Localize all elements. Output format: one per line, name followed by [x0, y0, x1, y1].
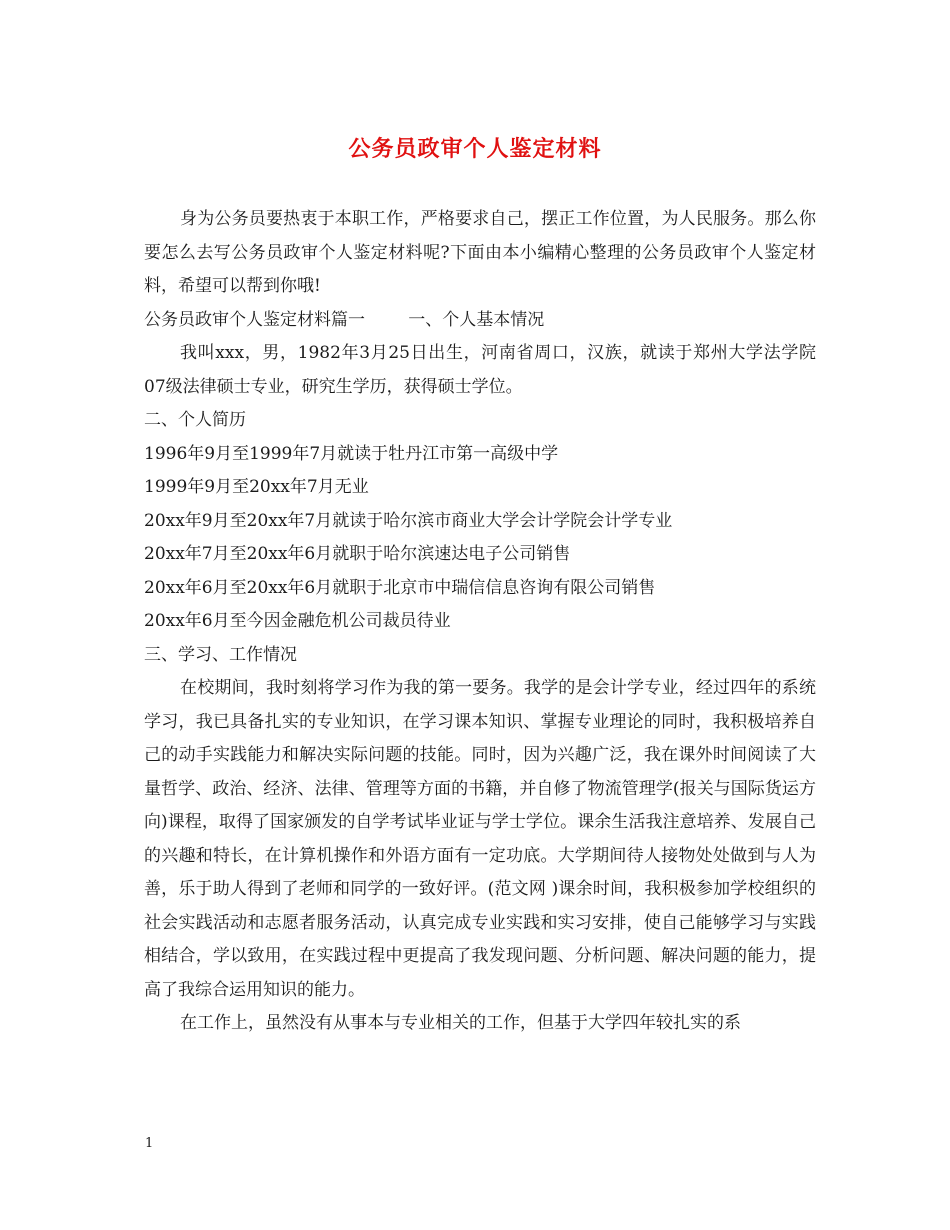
resume-item: 1996年9月至1999年7月就读于牡丹江市第一高级中学	[144, 443, 559, 464]
study-heading: 三、学习、工作情况	[144, 644, 297, 665]
section-heading: 公务员政审个人鉴定材料篇一 一、个人基本情况	[144, 309, 545, 330]
page-number: 1	[145, 1136, 154, 1151]
resume-item: 20xx年9月至20xx年7月就读于哈尔滨市商业大学会计学院会计学专业	[144, 510, 673, 531]
document-body	[144, 203, 816, 1041]
resume-item: 20xx年6月至今因金融危机公司裁员待业	[144, 611, 451, 631]
intro-paragraph: 身为公务员要热衷于本职工作，严格要求自己，摆正工作位置，为人民服务。那么你要怎么去写公务员政审个人鉴定材料呢?下面由本小编精心整理的公务员政审个人鉴定材料，希望可以帮到你哦!	[144, 209, 816, 296]
work-paragraph: 在工作上，虽然没有从事本与专业相关的工作，但基于大学四年较扎实的系	[180, 1013, 741, 1033]
resume-heading: 二、个人简历	[144, 410, 246, 430]
study-paragraph: 在校期间，我时刻将学习作为我的第一要务。我学的是会计学专业，经过四年的系统学习，我已具备扎实的专业知识，在学习课本知识、掌握专业理论的同时，我积极培养自己的动手实践能力和解决实际问题的技能。同时，因为兴趣广泛，我在课外时间阅读了大量哲学、政治、经济、法律、管理等方面的书籍，并自修了物流管理学(报关与国际货运方向)课程，取得了国家颁发的自学考试毕业证与学士学位。课余生活我注意培养、发展自己的兴趣和特长，在计算机操作和外语方面有一定功底。大学期间待人接物处处做到与人为善，乐于助人得到了老师和同学的一致好评。(范文网 )课余时间，我积极参加学校组织的社会实践活动和志愿者服务活动，认真完成专业实践和实习安排，使自己能够学习与实践相结合，学以致用，在实践过程中更提高了我发现问题、分析问题、解决问题的能力，提高了我综合运用知识的能力。	[144, 678, 816, 1000]
document-title: 公务员政审个人鉴定材料	[348, 136, 602, 162]
resume-item: 1999年9月至20xx年7月无业	[144, 477, 369, 497]
resume-item: 20xx年7月至20xx年6月就职于哈尔滨速达电子公司销售	[144, 544, 571, 564]
resume-item: 20xx年6月至20xx年6月就职于北京市中瑞信信息咨询有限公司销售	[144, 577, 656, 598]
basic-info-paragraph: 我叫xxx，男，1982年3月25日出生，河南省周口，汉族，就读于郑州大学法学院07级法律硕士专业，研究生学历，获得硕士学位。	[144, 343, 816, 397]
